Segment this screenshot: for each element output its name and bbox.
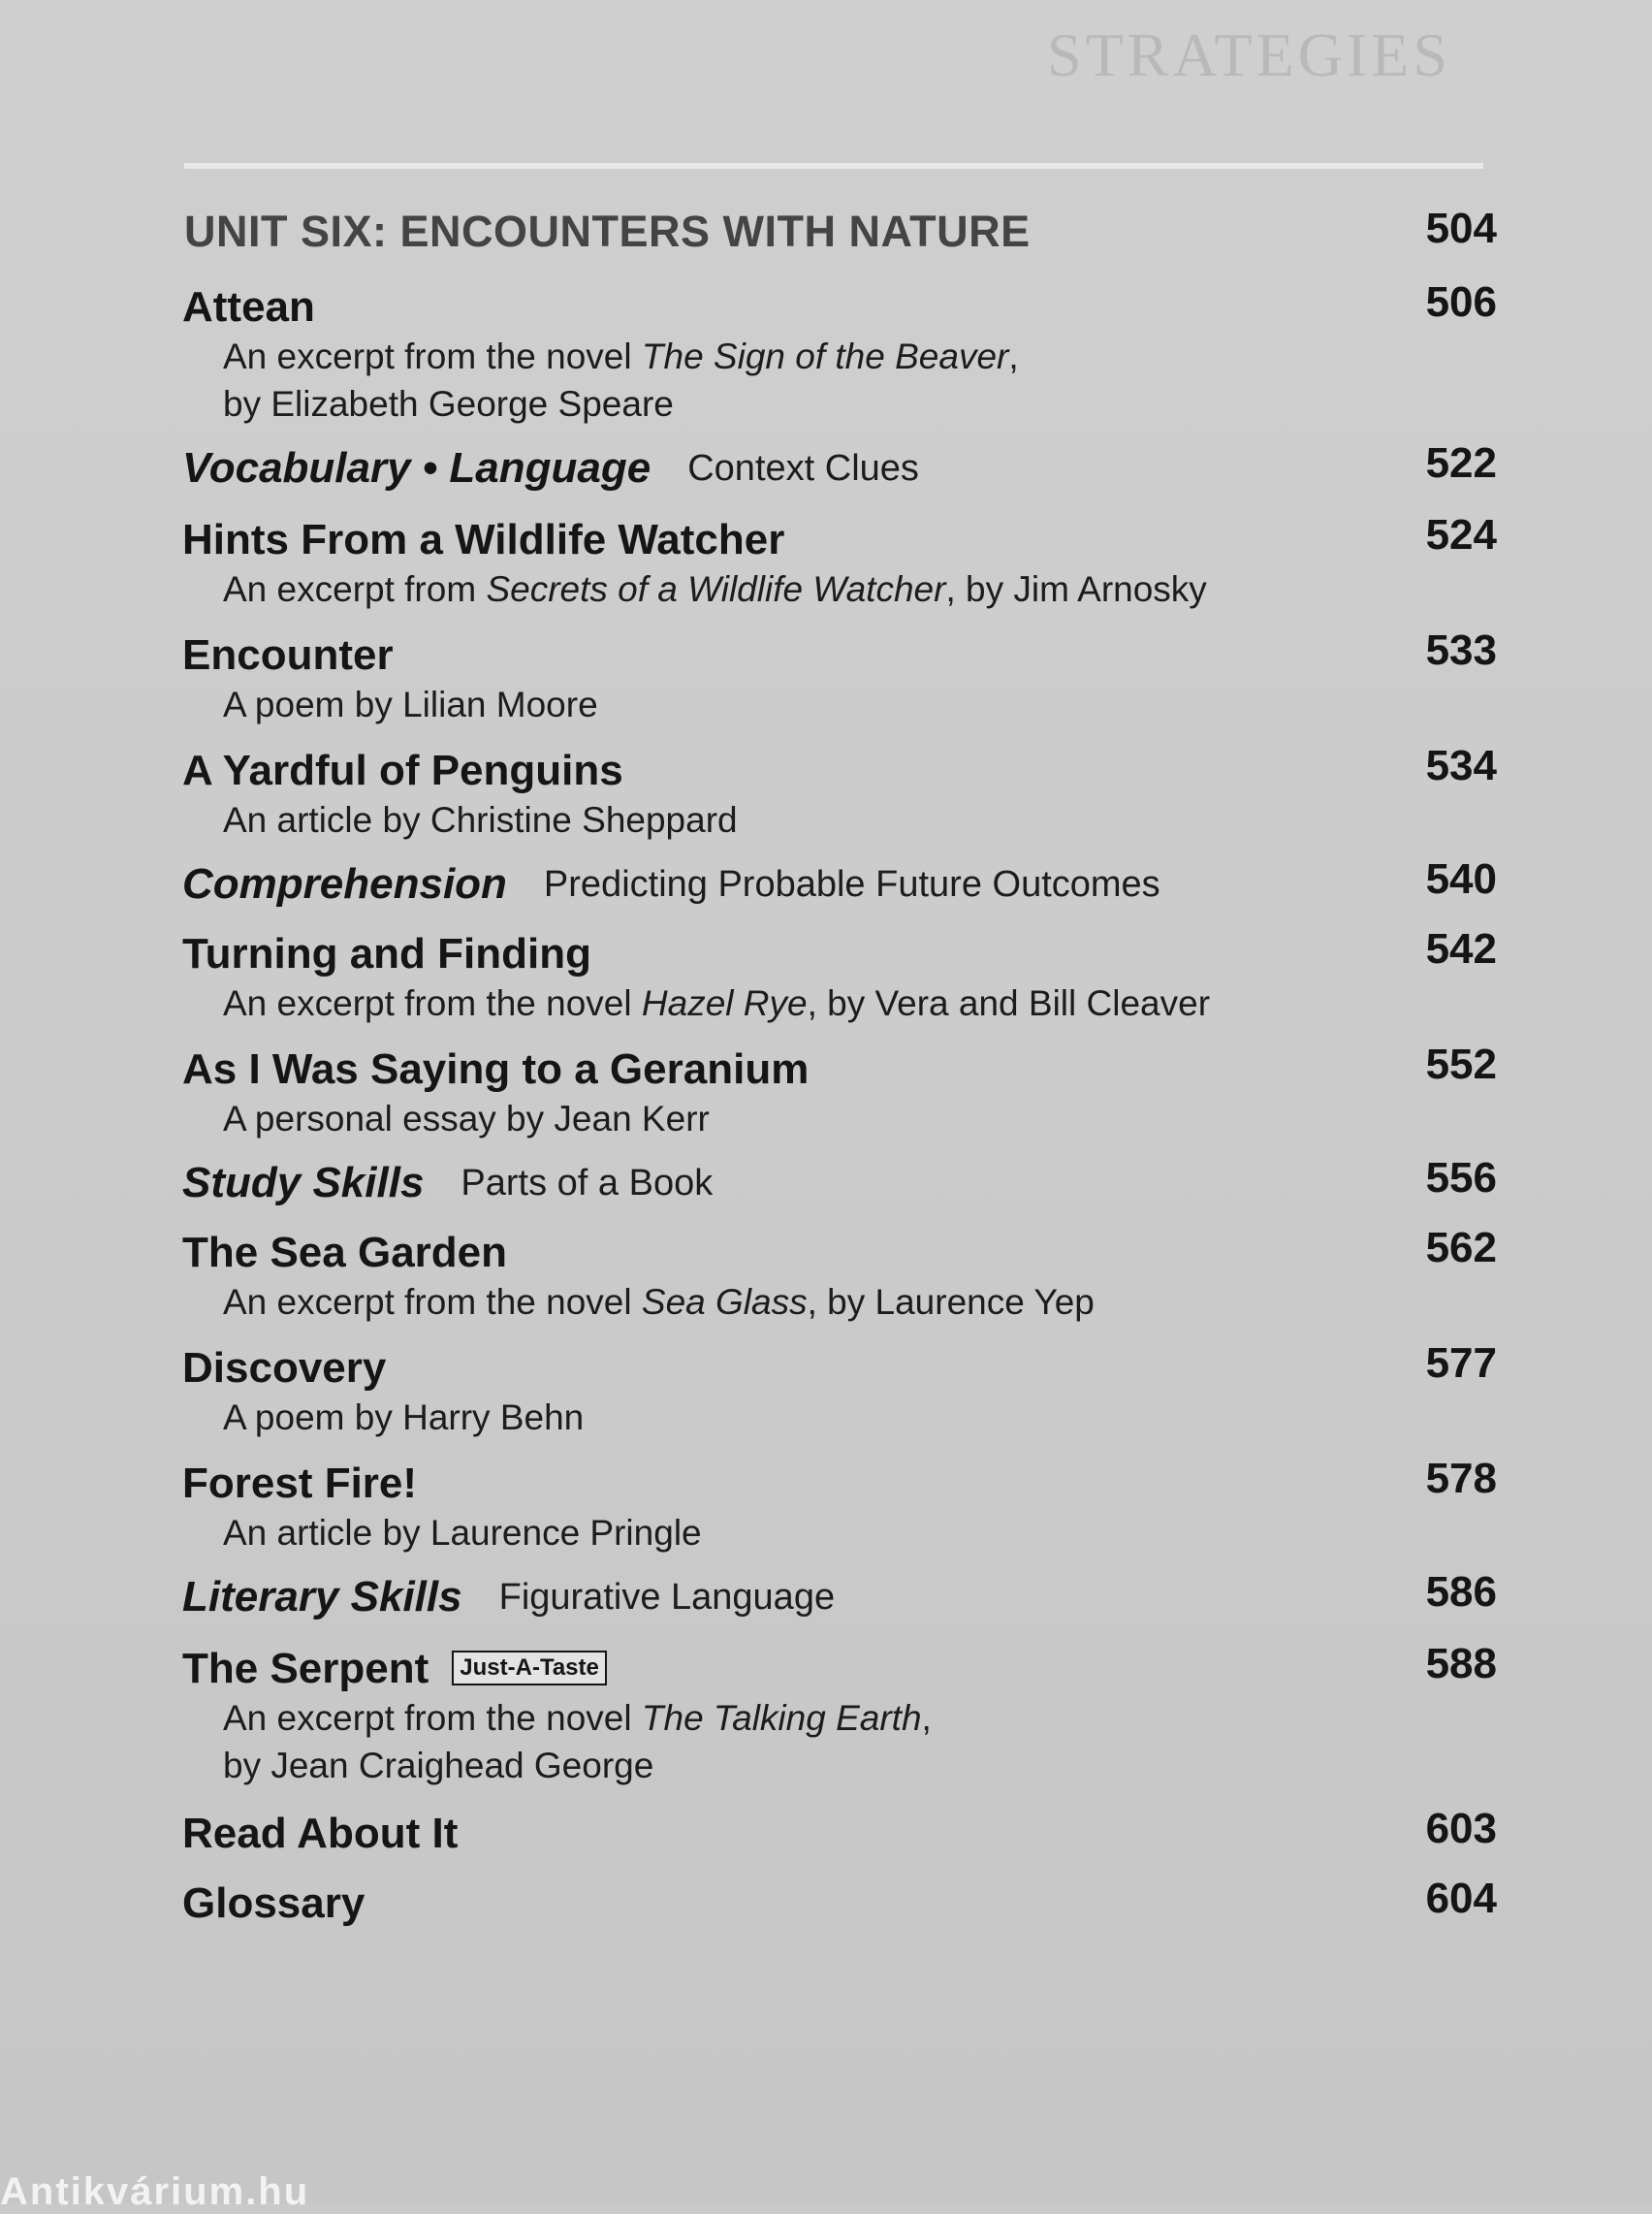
toc-entry-description [223,380,1497,428]
toc-entry-page-number: 556 [1425,1154,1497,1202]
toc-entry-heading [182,1875,1497,1929]
toc-entry-title: As I Was Saying to a Geranium [182,1045,810,1093]
toc-entry-title: A Yardful of Penguins [182,747,623,794]
toc-entry-heading [182,1805,1497,1859]
toc-entry-description [223,1742,1497,1789]
toc-entry [182,855,1497,910]
toc-entry-description [223,796,1497,844]
toc-entry-description [223,681,1497,728]
toc-entry-page-number: 578 [1425,1455,1497,1502]
work-title: Sea Glass [641,1282,808,1322]
toc-entry-heading [182,1640,1497,1694]
description-text: A poem by Harry Behn [223,1397,585,1437]
work-title: Hazel Rye [641,983,808,1023]
description-text: , by Jim Arnosky [945,569,1207,609]
toc-entry-heading [182,1041,1497,1095]
toc-entry-title: Attean [182,283,315,331]
toc-entry-page-number: 552 [1425,1041,1497,1088]
toc-entry-heading [182,626,1497,681]
toc-entry-title: The Sea Garden [182,1229,508,1276]
toc-entry-page-number: 540 [1425,855,1497,903]
toc-entry-title: Forest Fire! [182,1460,418,1507]
toc-entry-skill: Figurative Language [498,1577,836,1618]
unit-title: UNIT SIX: ENCOUNTERS WITH NATURE [184,207,1031,256]
description-text: An excerpt from [223,569,487,609]
toc-entry-page-number: 586 [1425,1568,1497,1616]
toc-entry-title: Discovery [182,1344,387,1392]
toc-entry [182,278,1497,428]
toc-entry-heading [182,278,1497,333]
toc-entry-skill: Predicting Probable Future Outcomes [543,864,1160,905]
toc-entry-heading [182,855,1497,910]
toc-entry [182,511,1497,613]
toc-entry-heading [182,1154,1497,1208]
description-text: by Jean Craighead George [223,1746,654,1785]
description-text: , [1008,337,1019,376]
toc-entry-heading [182,511,1497,565]
work-title: Secrets of a Wildlife Watcher [486,569,946,609]
toc-entry-heading [182,1224,1497,1278]
toc-entry-title: Glossary [182,1879,365,1927]
toc-entry-description [223,565,1497,613]
toc-entry-description [223,1095,1497,1142]
toc-entry [182,1805,1497,1859]
toc-entry-description [223,1394,1497,1441]
toc-entry-heading [182,1455,1497,1509]
toc-entry-page-number: 562 [1425,1224,1497,1271]
toc-entry [182,1154,1497,1208]
toc-entry-description [223,979,1497,1027]
toc-entry-title: Hints From a Wildlife Watcher [182,516,785,563]
toc-entry [182,1875,1497,1929]
toc-entry-heading [182,1339,1497,1394]
header-rule [184,163,1483,169]
toc-entry [182,925,1497,1027]
description-text: An excerpt from the novel [223,1698,642,1738]
toc-entry-title: Literary Skills [182,1573,462,1620]
unit-heading [182,199,1497,282]
toc-entry-title: The Serpent [182,1645,429,1692]
toc-entry-page-number: 577 [1425,1339,1497,1387]
toc-entry-skill: Parts of a Book [461,1163,714,1203]
description-text: An excerpt from the novel [223,1282,642,1322]
toc-entry [182,1224,1497,1326]
toc-entry-description [223,333,1497,380]
toc-entry-heading [182,925,1497,979]
toc-entry-page-number: 588 [1425,1640,1497,1687]
toc-entry-title: Encounter [182,631,394,679]
toc-entry-page-number: 524 [1425,511,1497,559]
bleed-through-header: STRATEGIES [1047,20,1451,89]
description-text: A personal essay by Jean Kerr [223,1099,710,1139]
toc-entry-description [223,1278,1497,1326]
toc-entry [182,742,1497,844]
toc-entry-title: Study Skills [182,1159,425,1206]
toc-entry-description [223,1694,1497,1742]
toc-entry-title: Turning and Finding [182,930,591,978]
toc-entry-page-number: 533 [1425,626,1497,674]
description-text: A poem by Lilian Moore [223,685,598,724]
table-of-contents [182,199,1497,1929]
toc-entry-page-number: 506 [1425,278,1497,326]
toc-entry [182,1455,1497,1556]
toc-entry [182,626,1497,728]
watermark: Antikvárium.hu [0,2170,310,2213]
toc-entry-heading [182,1568,1497,1622]
toc-entry-heading [182,742,1497,796]
work-title: The Talking Earth [641,1698,922,1738]
toc-entry-title: Comprehension [182,860,507,908]
toc-entry [182,1339,1497,1441]
toc-entry-description [223,1509,1497,1556]
description-text: An article by Christine Sheppard [223,800,738,840]
toc-entry [182,1568,1497,1622]
toc-entry-title: Read About It [182,1810,459,1857]
toc-entry [182,1640,1497,1789]
toc-entry-page-number: 603 [1425,1805,1497,1852]
just-a-taste-badge: Just-A-Taste [452,1651,607,1685]
description-text: , by Laurence Yep [807,1282,1095,1322]
description-text: , by Vera and Bill Cleaver [807,983,1211,1023]
description-text: by Elizabeth George Speare [223,384,674,424]
toc-entry [182,439,1497,494]
toc-entry-skill: Context Clues [687,448,919,489]
toc-entry-page-number: 534 [1425,742,1497,789]
work-title: The Sign of the Beaver [641,337,1009,376]
toc-entry [182,1041,1497,1142]
description-text: An excerpt from the novel [223,337,642,376]
description-text: An article by Laurence Pringle [223,1513,702,1553]
toc-entry-title: Vocabulary • Language [182,444,651,492]
description-text: , [921,1698,932,1738]
toc-entries [182,278,1497,1929]
toc-entry-heading [182,439,1497,494]
description-text: An excerpt from the novel [223,983,642,1023]
toc-entry-page-number: 542 [1425,925,1497,973]
toc-entry-page-number: 522 [1425,439,1497,487]
unit-page-number: 504 [1425,205,1497,252]
toc-entry-page-number: 604 [1425,1875,1497,1922]
